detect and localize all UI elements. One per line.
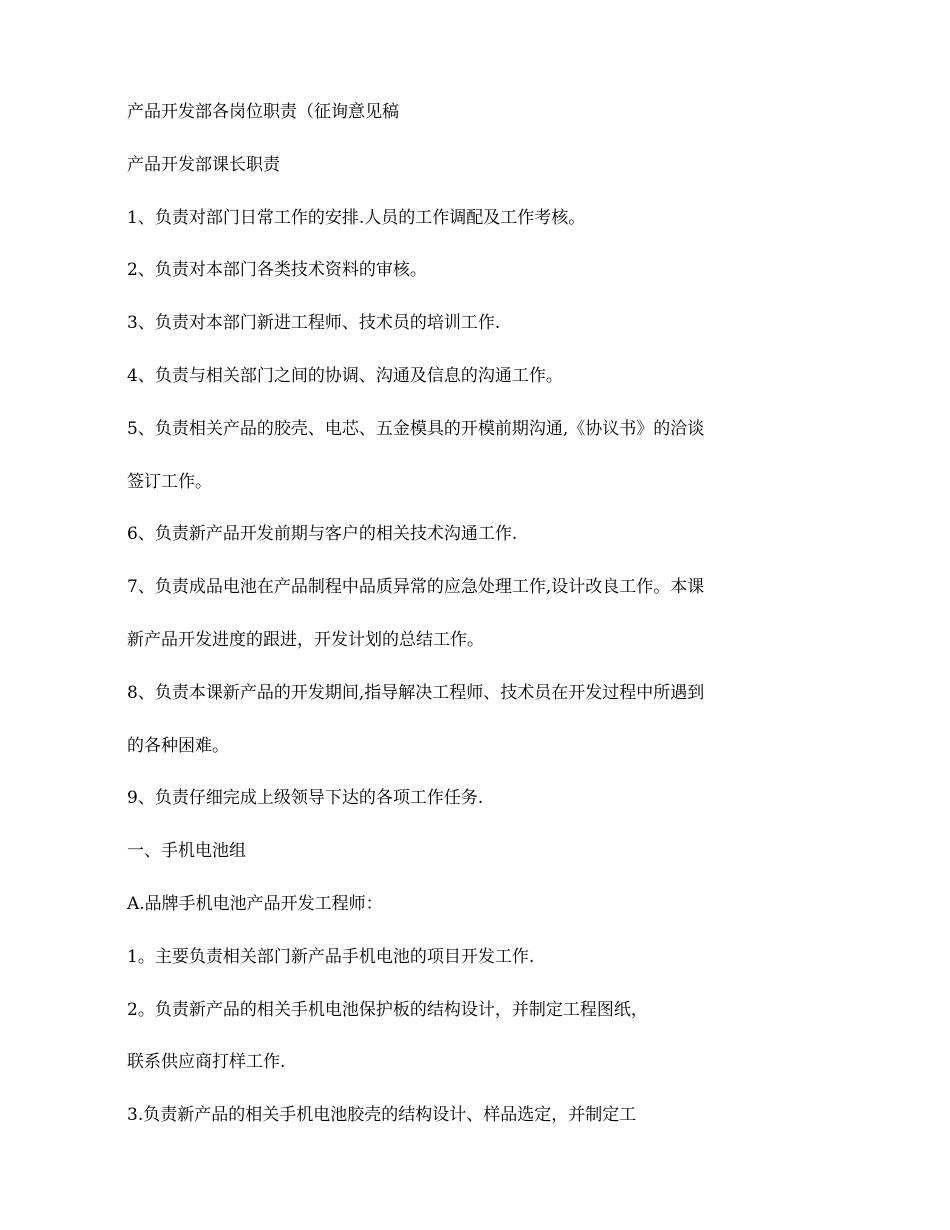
engineer-duty-1: 1。主要负责相关部门新产品手机电池的项目开发工作. <box>127 946 535 967</box>
engineer-duty-2-continued: 联系供应商打样工作. <box>127 1052 286 1073</box>
duty-item-2: 2、负责对本部门各类技术资料的审核。 <box>127 260 427 281</box>
document-title: 产品开发部各岗位职责（征询意见稿 <box>127 102 399 122</box>
duty-item-8: 8、负责本课新产品的开发期间,指导解决工程师、技术员在开发过程中所遇到 <box>127 682 705 703</box>
engineer-duty-2: 2。负责新产品的相关手机电池保护板的结构设计，并制定工程图纸， <box>127 999 648 1020</box>
document-body <box>127 96 827 1152</box>
duty-item-4: 4、负责与相关部门之间的协调、沟通及信息的沟通工作。 <box>127 365 563 386</box>
duty-item-6: 6、负责新产品开发前期与客户的相关技术沟通工作. <box>127 524 518 545</box>
engineer-duty-3: 3.负责新产品的相关手机电池胶壳的结构设计、样品选定，并制定工 <box>127 1105 637 1126</box>
duty-item-5: 5、负责相关产品的胶壳、电芯、五金模具的开模前期沟通,《协议书》的洽谈 <box>127 418 705 439</box>
duty-item-3: 3、负责对本部门新进工程师、技术员的培训工作. <box>127 313 501 334</box>
section-heading-phone-battery-group: 一、手机电池组 <box>127 841 246 862</box>
duty-item-8-continued: 的各种困难。 <box>127 735 229 756</box>
section-heading-manager-duties: 产品开发部课长职责 <box>127 154 280 175</box>
subsection-heading-brand-engineer: A.品牌手机电池产品开发工程师： <box>127 893 383 914</box>
duty-item-7: 7、负责成品电池在产品制程中品质异常的应急处理工作,设计改良工作。本课 <box>127 577 705 598</box>
duty-item-9: 9、负责仔细完成上级领导下达的各项工作任务. <box>127 788 484 809</box>
duty-item-1: 1、负责对部门日常工作的安排.人员的工作调配及工作考核。 <box>127 207 586 228</box>
duty-item-7-continued: 新产品开发进度的跟进，开发计划的总结工作。 <box>127 629 484 650</box>
duty-item-5-continued: 签订工作。 <box>127 471 212 492</box>
